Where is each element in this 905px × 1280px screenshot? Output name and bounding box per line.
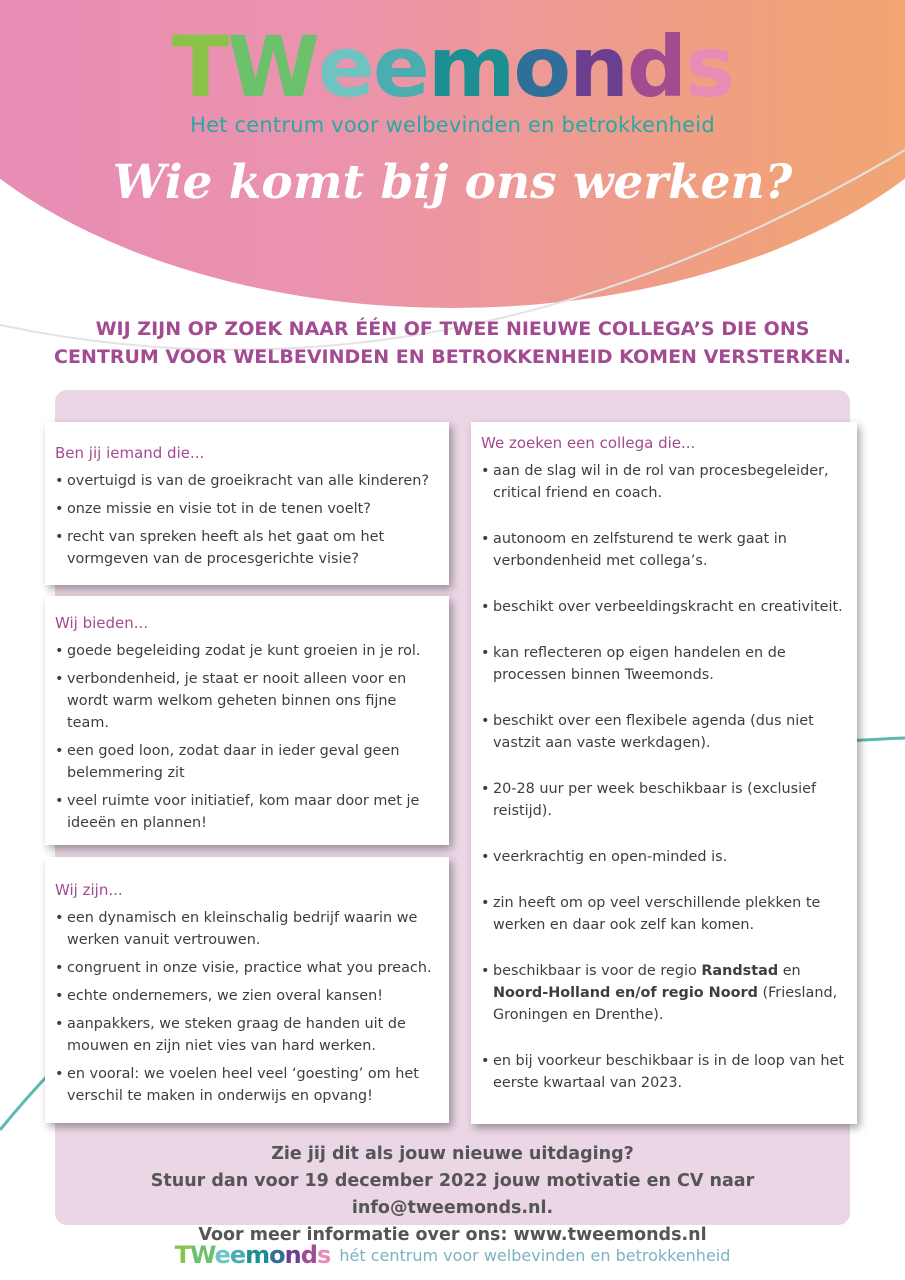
list-item: • zin heeft om op veel verschillende plekken te werken en daar ook zelf kan komen.	[481, 892, 847, 936]
card-list	[55, 907, 439, 1107]
list-item: • recht van spreken heeft als het gaat om het vormgeven van de procesgerichte visie?	[55, 526, 439, 570]
footer	[0, 1241, 905, 1269]
card-list	[481, 460, 847, 1094]
list-item: • veerkrachtig en open-minded is.	[481, 846, 847, 868]
card-we-zoeken	[471, 422, 857, 1124]
cta-question: Zie jij dit als jouw nieuwe uitdaging?	[271, 1144, 634, 1164]
card-title: We zoeken een collega die...	[481, 434, 696, 452]
footer-logo-letter: m	[245, 1241, 270, 1269]
footer-logo-letter: s	[316, 1241, 331, 1269]
footer-logo-letter: W	[189, 1241, 215, 1269]
footer-logo-letter: o	[269, 1241, 285, 1269]
list-item: • veel ruimte voor initiatief, kom maar door met je ideeën en plannen!	[55, 790, 439, 834]
region-text: en	[778, 963, 801, 979]
footer-logo-letter: T	[174, 1241, 190, 1269]
intro-heading	[40, 315, 865, 371]
footer-logo-letter: e	[214, 1241, 230, 1269]
intro-line: CENTRUM VOOR WELBEVINDEN EN BETROKKENHEID KOMEN VERSTERKEN.	[54, 346, 851, 368]
footer-tagline: hét centrum voor welbevinden en betrokkenheid	[339, 1245, 731, 1265]
card-list	[55, 470, 439, 570]
card-title: Wij zijn...	[55, 881, 123, 899]
logo-letter: e	[372, 18, 428, 116]
list-item: • congruent in onze visie, practice what you preach.	[55, 957, 439, 979]
list-item-region	[481, 960, 847, 1026]
card-list	[55, 640, 439, 834]
logo-letter: W	[227, 18, 318, 116]
list-item: • goede begeleiding zodat je kunt groeien in je rol.	[55, 640, 439, 662]
list-item: • 20-28 uur per week beschikbaar is (exclusief reistijd).	[481, 778, 847, 822]
list-item: • overtuigd is van de groeikracht van alle kinderen?	[55, 470, 439, 492]
card-wij-zijn	[45, 857, 449, 1123]
cta-website: Voor meer informatie over ons: www.tweemonds.nl	[198, 1225, 707, 1245]
page-title: Wie komt bij ons werken?	[112, 155, 793, 210]
region-text: beschikbaar is voor de regio	[493, 963, 702, 979]
logo	[0, 18, 905, 116]
list-item: • onze missie en visie tot in de tenen voelt?	[55, 498, 439, 520]
call-to-action	[55, 1141, 850, 1249]
list-item: • aan de slag wil in de rol van procesbegeleider, critical friend en coach.	[481, 460, 847, 504]
list-item: • beschikt over verbeeldingskracht en creativiteit.	[481, 596, 847, 618]
tagline: Het centrum voor welbevinden en betrokkenheid	[190, 113, 715, 137]
footer-logo-letter: n	[284, 1241, 301, 1269]
card-wij-bieden	[45, 596, 449, 845]
list-item: • kan reflecteren op eigen handelen en de processen binnen Tweemonds.	[481, 642, 847, 686]
footer-logo-letter: e	[229, 1241, 246, 1269]
list-item: • verbondenheid, je staat er nooit alleen voor en wordt warm welkom geheten binnen ons fijne team.	[55, 668, 439, 734]
region-text: (Friesland, Groningen en Drenthe).	[493, 985, 838, 1023]
list-item: • en bij voorkeur beschikbaar is in de loop van het eerste kwartaal van 2023.	[481, 1050, 847, 1094]
list-item: • beschikt over een flexibele agenda (dus niet vastzit aan vaste werkdagen).	[481, 710, 847, 754]
list-item: • een goed loon, zodat daar in ieder geval geen belemmering zit	[55, 740, 439, 784]
card-title: Ben jij iemand die...	[55, 444, 205, 462]
region-noord: Noord-Holland en/of regio Noord	[493, 985, 758, 1001]
logo-letter: e	[317, 18, 373, 116]
list-item: • autonoom en zelfsturend te werk gaat in verbondenheid met collega’s.	[481, 528, 847, 572]
intro-line: WIJ ZIJN OP ZOEK NAAR ÉÉN OF TWEE NIEUWE COLLEGA’S DIE ONS	[95, 318, 810, 340]
list-item: • een dynamisch en kleinschalig bedrijf waarin we werken vanuit vertrouwen.	[55, 907, 439, 951]
list-item: • aanpakkers, we steken graag de handen uit de mouwen en zijn niet vies van hard werken.	[55, 1013, 439, 1057]
logo-letter: o	[513, 18, 570, 116]
logo-letter: s	[685, 18, 734, 116]
logo-letter: d	[626, 18, 686, 116]
card-ben-jij	[45, 422, 449, 585]
logo-letter: T	[171, 18, 228, 116]
logo-letter: n	[569, 18, 627, 116]
card-title: Wij bieden...	[55, 614, 149, 632]
region-randstad: Randstad	[701, 963, 779, 979]
logo-letter: m	[427, 18, 514, 116]
cta-apply-instruction: Stuur dan voor 19 december 2022 jouw motivatie en CV naar info@tweemonds.nl.	[150, 1171, 755, 1218]
footer-logo	[175, 1241, 331, 1269]
list-item: • en vooral: we voelen heel veel ‘goesting’ om het verschil te maken in onderwijs en opvang!	[55, 1063, 439, 1107]
footer-logo-letter: d	[300, 1241, 317, 1269]
list-item: • echte ondernemers, we zien overal kansen!	[55, 985, 439, 1007]
